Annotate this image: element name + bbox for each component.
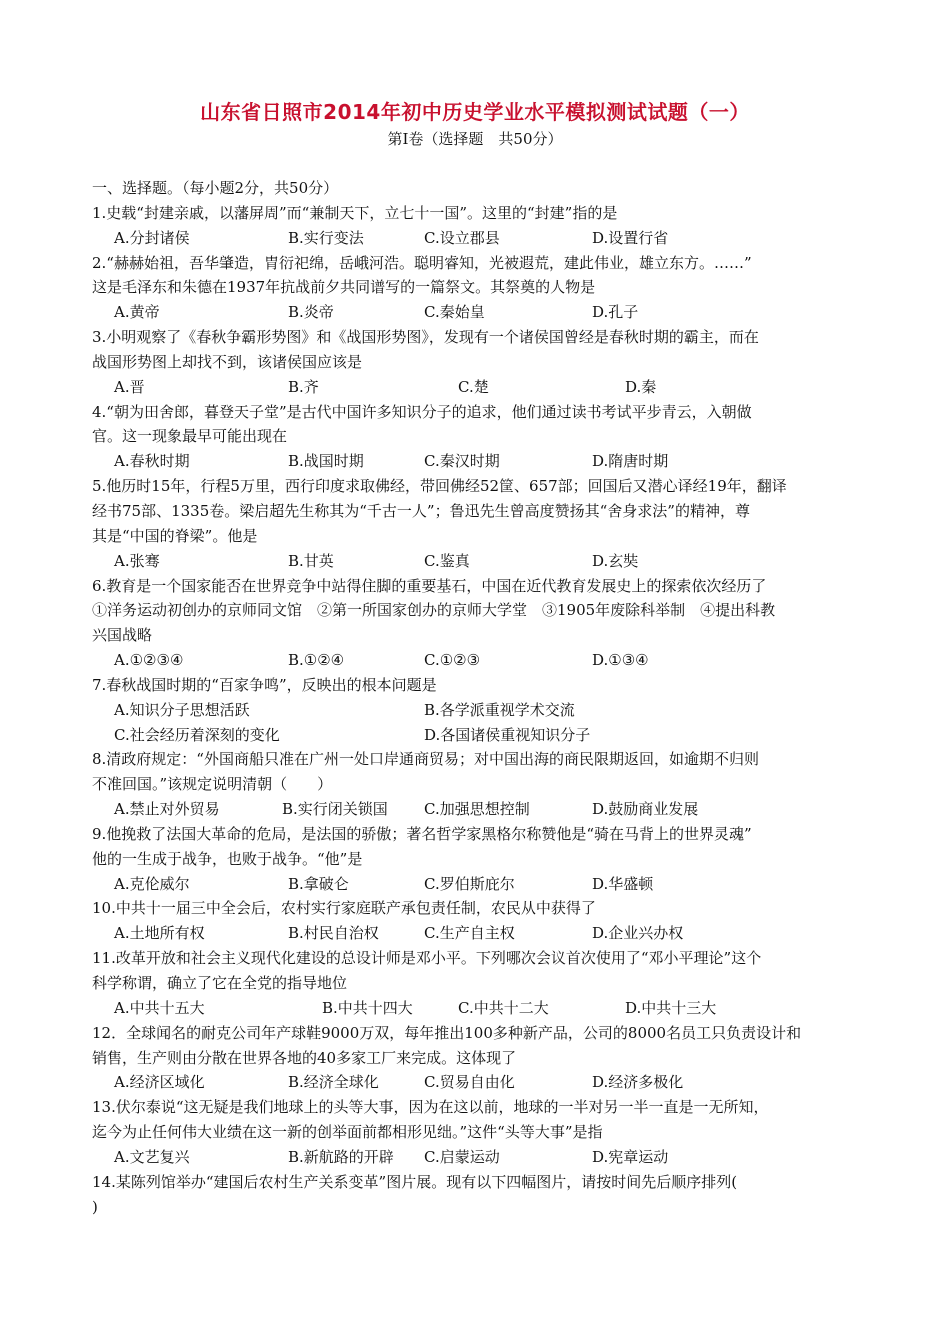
answer-option[interactable]: D.中共十三大 <box>625 998 717 1017</box>
answer-option[interactable]: C.生产自主权 <box>424 924 515 943</box>
question-4 <box>92 400 872 475</box>
answer-option[interactable]: C.楚 <box>458 377 489 396</box>
question-stem-continued: 战国形势图上却找不到，该诸侯国应该是 <box>92 352 363 371</box>
question-stem-continued: 官。这一现象最早可能出现在 <box>92 427 288 446</box>
answer-option[interactable]: A.知识分子思想活跃 <box>114 700 250 719</box>
answer-option[interactable]: A.黄帝 <box>114 303 160 322</box>
answer-option[interactable]: D.各国诸侯重视知识分子 <box>424 725 591 744</box>
answer-option[interactable]: B.拿破仑 <box>288 874 349 893</box>
question-stem: 9.他挽救了法国大革命的危局，是法国的骄傲；著名哲学家黑格尔称赞他是“骑在马背上的世界灵魂” <box>92 824 752 843</box>
question-stem: 5.他历时15年，行程5万里，西行印度求取佛经，带回佛经52筐、657部；回国后又潜心译经19年，翻译 <box>92 477 787 496</box>
answer-option[interactable]: D.隋唐时期 <box>592 452 669 471</box>
answer-option[interactable]: B.甘英 <box>288 551 334 570</box>
question-stem: 7.春秋战国时期的“百家争鸣”，反映出的根本问题是 <box>92 675 437 694</box>
question-7 <box>92 673 872 748</box>
answer-option[interactable]: A.禁止对外贸易 <box>114 800 220 819</box>
answer-option[interactable]: D.华盛顿 <box>592 874 654 893</box>
question-stem-continued: 经书75部、1335卷。梁启超先生称其为“千古一人”；鲁迅先生曾高度赞扬其“舍身求法”的精神，尊 <box>92 501 750 520</box>
answer-option[interactable]: C.秦始皇 <box>424 303 485 322</box>
answer-option[interactable]: C.秦汉时期 <box>424 452 500 471</box>
answer-option[interactable]: A.文艺复兴 <box>114 1147 190 1166</box>
options-row <box>92 698 872 723</box>
options-row <box>92 1070 872 1095</box>
question-stem: 1.史载“封建亲戚，以藩屏周”而“兼制天下，立七十一国”。这里的“封建”指的是 <box>92 203 618 222</box>
question-12 <box>92 1021 872 1096</box>
question-stem-continued: 其是“中国的脊梁”。他是 <box>92 526 258 545</box>
question-stem-continued: 不准回国。”该规定说明清朝（ ） <box>92 775 333 794</box>
options-row <box>92 996 872 1021</box>
answer-option[interactable]: B.炎帝 <box>288 303 334 322</box>
answer-option[interactable]: C.社会经历着深刻的变化 <box>114 725 280 744</box>
question-1 <box>92 201 872 251</box>
answer-option[interactable]: B.新航路的开辟 <box>288 1147 394 1166</box>
answer-option[interactable]: B.实行变法 <box>288 228 364 247</box>
answer-option[interactable]: B.各学派重视学术交流 <box>424 700 575 719</box>
question-13 <box>92 1095 872 1170</box>
answer-option[interactable]: B.经济全球化 <box>288 1073 379 1092</box>
question-9 <box>92 822 872 897</box>
question-stem: 3.小明观察了《春秋争霸形势图》和《战国形势图》，发现有一个诸侯国曾经是春秋时期的霸主，而在 <box>92 328 759 347</box>
answer-option[interactable]: A.晋 <box>114 377 145 396</box>
question-list <box>92 176 872 1219</box>
options-row <box>92 549 872 574</box>
answer-option[interactable]: C.①②③ <box>424 651 481 670</box>
question-stem-continued: ①洋务运动初创办的京师同文馆 ②第一所国家创办的京师大学堂 ③1905年废除科举制 ④提出科教 <box>92 601 776 620</box>
answer-option[interactable]: A.经济区域化 <box>114 1073 205 1092</box>
answer-option[interactable]: C.设立郡县 <box>424 228 500 247</box>
answer-option[interactable]: C.中共十二大 <box>458 998 549 1017</box>
answer-option[interactable]: D.企业兴办权 <box>592 924 684 943</box>
answer-option[interactable]: B.实行闭关锁国 <box>282 800 388 819</box>
question-stem-continued: 迄今为止任何伟大业绩在这一新的创举面前都相形见绌。”这件“头等大事”是指 <box>92 1123 603 1142</box>
options-row <box>92 723 872 748</box>
answer-option[interactable]: C.鉴真 <box>424 551 470 570</box>
options-row <box>92 449 872 474</box>
answer-option[interactable]: D.孔子 <box>592 303 639 322</box>
question-stem-continued: 他的一生成于战争，也败于战争。“他”是 <box>92 849 363 868</box>
answer-option[interactable]: A.张骞 <box>114 551 160 570</box>
question-3 <box>92 325 872 400</box>
question-stem: 14.某陈列馆举办“建国后农村生产关系变革”图片展。现有以下四幅图片，请按时间先后顺序排列( <box>92 1172 738 1191</box>
question-8 <box>92 747 872 822</box>
question-stem: 10.中共十一届三中全会后，农村实行家庭联产承包责任制，农民从中获得了 <box>92 899 596 918</box>
answer-option[interactable]: D.秦 <box>625 377 657 396</box>
answer-option[interactable]: A.土地所有权 <box>114 924 205 943</box>
question-stem-continued: 科学称谓，确立了它在全党的指导地位 <box>92 974 348 992</box>
question-stem: 11.改革开放和社会主义现代化建设的总设计师是邓小平。下列哪次会议首次使用了“邓小平理论”这个 <box>92 949 762 968</box>
answer-option[interactable]: C.加强思想控制 <box>424 800 530 819</box>
options-row <box>92 226 872 251</box>
answer-option[interactable]: B.①②④ <box>288 651 345 670</box>
question-stem: 2.“赫赫始祖，吾华肇造，胄衍祀绵，岳峨河浩。聪明睿知，光被遐荒，建此伟业，雄立东方。……” <box>92 253 752 272</box>
answer-option[interactable]: B.齐 <box>288 377 319 396</box>
answer-option[interactable]: C.启蒙运动 <box>424 1147 500 1166</box>
answer-option[interactable]: D.设置行省 <box>592 228 669 247</box>
answer-option[interactable]: D.鼓励商业发展 <box>592 800 699 819</box>
document-subtitle: 第Ⅰ卷（选择题 共50分） <box>387 130 563 148</box>
options-row <box>92 375 872 400</box>
question-6 <box>92 574 872 673</box>
options-row <box>92 648 872 673</box>
question-5 <box>92 474 872 573</box>
options-row <box>92 872 872 897</box>
question-2 <box>92 251 872 326</box>
answer-option[interactable]: A.分封诸侯 <box>114 228 190 247</box>
question-stem-continued: 这是毛泽东和朱德在1937年抗战前夕共同谱写的一篇祭文。其祭奠的人物是 <box>92 278 596 297</box>
answer-option[interactable]: A.克伦威尔 <box>114 874 190 893</box>
question-11 <box>92 946 872 1021</box>
question-stem-continued: ) <box>92 1197 98 1216</box>
question-14 <box>92 1170 872 1220</box>
question-stem: 4.“朝为田舍郎，暮登天子堂”是古代中国许多知识分子的追求，他们通过读书考试平步青云，入朝做 <box>92 402 752 421</box>
options-row <box>92 921 872 946</box>
question-stem: 13.伏尔泰说“这无疑是我们地球上的头等大事，因为在这以前，地球的一半对另一半一直是一无所知， <box>92 1098 769 1117</box>
answer-option[interactable]: D.宪章运动 <box>592 1147 669 1166</box>
question-stem-continued: 销售，生产则由分散在世界各地的40多家工厂来完成。这体现了 <box>92 1048 517 1067</box>
options-row <box>92 300 872 325</box>
answer-option[interactable]: A.春秋时期 <box>114 452 190 471</box>
answer-option[interactable]: D.①③④ <box>592 651 649 670</box>
answer-option[interactable]: C.贸易自由化 <box>424 1073 515 1092</box>
answer-option[interactable]: C.罗伯斯庇尔 <box>424 874 515 893</box>
options-row <box>92 1145 872 1170</box>
answer-option[interactable]: B.战国时期 <box>288 452 364 471</box>
answer-option[interactable]: D.玄奘 <box>592 551 639 570</box>
question-stem: 6.教育是一个国家能否在世界竞争中站得住脚的重要基石，中国在近代教育发展史上的探索依次经历了 <box>92 576 767 595</box>
question-stem: 8.清政府规定：“外国商船只准在广州一处口岸通商贸易；对中国出海的商民限期返回，如逾期不归则 <box>92 750 759 769</box>
question-stem-continued: 兴国战略 <box>92 626 153 645</box>
question-10 <box>92 896 872 946</box>
question-stem: 12．全球闻名的耐克公司年产球鞋9000万双，每年推出100多种新产品，公司的8000名员工只负责设计和 <box>92 1023 802 1042</box>
answer-option[interactable]: D.经济多极化 <box>592 1073 684 1092</box>
answer-option[interactable]: A.①②③④ <box>114 651 184 670</box>
section-heading: 一、选择题。（每小题2分，共50分） <box>92 179 339 197</box>
options-row <box>92 797 872 822</box>
answer-option[interactable]: A.中共十五大 <box>114 998 205 1017</box>
answer-option[interactable]: B.村民自治权 <box>288 924 379 943</box>
document-title: 山东省日照市2014年初中历史学业水平模拟测试试题（一） <box>200 100 750 124</box>
answer-option[interactable]: B.中共十四大 <box>322 998 413 1017</box>
